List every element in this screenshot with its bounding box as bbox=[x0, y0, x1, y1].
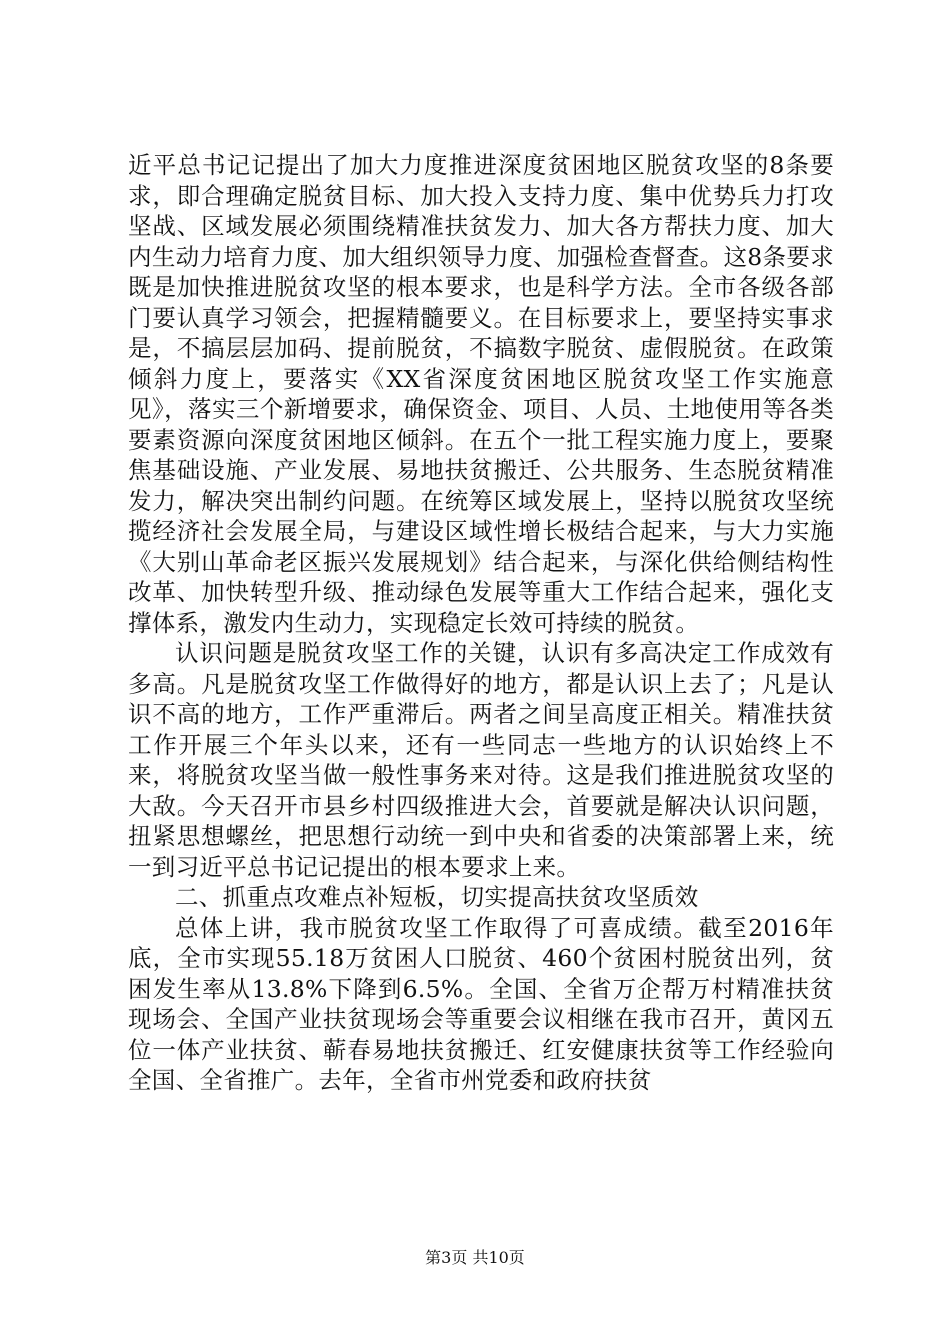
paragraph-achievements: 总体上讲，我市脱贫攻坚工作取得了可喜成绩。截至2016年底，全市实现55.18万贫困人口脱贫、460个贫困村脱贫出列，贫困发生率从13.8%下降到6.5%。全国、全省万企帮万村精准扶贫现场会、全国产业扶贫现场会等重要会议相继在我市召开，黄冈五位一体产业扶贫、蕲春易地扶贫搬迁、红安健康扶贫等工作经验向全国、全省推广。去年，全省市州党委和政府扶贫 bbox=[128, 913, 834, 1094]
paragraph-awareness: 认识问题是脱贫攻坚工作的关键，认识有多高决定工作成效有多高。凡是脱贫攻坚工作做得好的地方，都是认识上去了；凡是认识不高的地方，工作严重滞后。两者之间呈高度正相关。精准扶贫工作开展三个年头以来，还有一些同志一些地方的认识始终上不来，将脱贫攻坚当做一般性事务来对待。这是我们推进脱贫攻坚的大敌。今天召开市县乡村四级推进大会，首要就是解决认识问题，扭紧思想螺丝，把思想行动统一到中央和省委的决策部署上来，统一到习近平总书记记提出的根本要求上来。 bbox=[128, 639, 834, 881]
page-number-footer: 第3页 共10页 bbox=[425, 1248, 525, 1267]
section-heading: 二、抓重点攻难点补短板，切实提高扶贫攻坚质效 bbox=[175, 883, 699, 911]
paragraph-continued: 近平总书记记提出了加大力度推进深度贫困地区脱贫攻坚的8条要求，即合理确定脱贫目标、加大投入支持力度、集中优势兵力打攻坚战、区域发展必须围绕精准扶贫发力、加大各方帮扶力度、加大内生动力培育力度、加大组织领导力度、加强检查督查。这8条要求既是加快推进脱贫攻坚的根本要求，也是科学方法。全市各级各部门要认真学习领会，把握精髓要义。在目标要求上，要坚持实事求是，不搞层层加码、提前脱贫，不搞数字脱贫、虚假脱贫。在政策倾斜力度上，要落实《XX省深度贫困地区脱贫攻坚工作实施意见》，落实三个新增要求，确保资金、项目、人员、土地使用等各类要素资源向深度贫困地区倾斜。在五个一批工程实施力度上，要聚焦基础设施、产业发展、易地扶贫搬迁、公共服务、生态脱贫精准发力，解决突出制约问题。在统筹区域发展上，坚持以脱贫攻坚统揽经济社会发展全局，与建设区域性增长极结合起来，与大力实施《大别山革命老区振兴发展规划》结合起来，与深化供给侧结构性改革、加快转型升级、推动绿色发展等重大工作结合起来，强化支撑体系，激发内生动力，实现稳定长效可持续的脱贫。 bbox=[128, 151, 834, 637]
document-body bbox=[128, 150, 834, 1096]
